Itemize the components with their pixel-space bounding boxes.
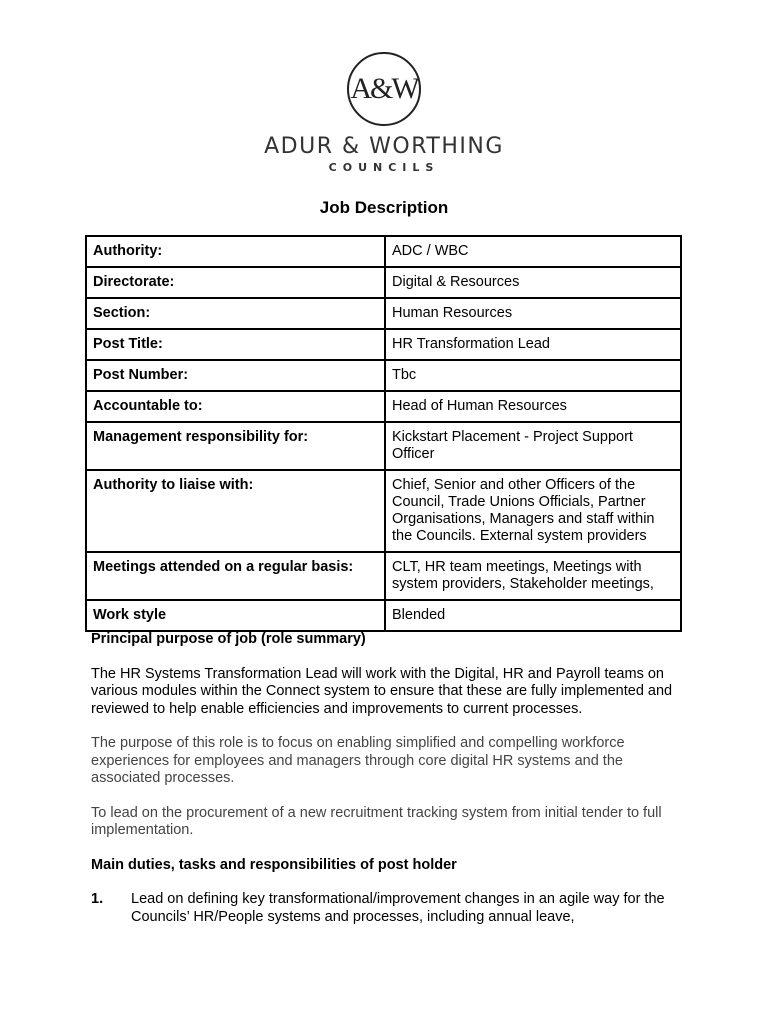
logo-subtitle: COUNCILS — [328, 161, 440, 174]
row-label: Management responsibility for: — [86, 422, 385, 470]
council-logo — [0, 52, 768, 174]
table-row — [86, 298, 681, 329]
table-row — [86, 236, 681, 267]
job-info-table — [85, 235, 682, 632]
row-label: Accountable to: — [86, 391, 385, 422]
row-value: Tbc — [385, 360, 681, 391]
duty-text: Lead on defining key transformational/improvement changes in an agile way for the Councils’ HR/People systems and processes, including annual leave, — [131, 891, 665, 925]
row-value: Kickstart Placement - Project Support Officer — [385, 422, 681, 470]
summary-heading: Principal purpose of job (role summary) — [91, 631, 366, 647]
logo-name: ADUR & WORTHING — [264, 134, 504, 159]
summary-paragraph: To lead on the procurement of a new recruitment tracking system from initial tender to full implementation. — [91, 804, 662, 838]
row-value: HR Transformation Lead — [385, 329, 681, 360]
table-row — [86, 422, 681, 470]
row-label: Work style — [86, 600, 385, 631]
row-label: Directorate: — [86, 267, 385, 298]
table-row — [86, 329, 681, 360]
row-value: ADC / WBC — [385, 236, 681, 267]
duty-number: 1. — [91, 891, 104, 907]
row-label: Authority to liaise with: — [86, 470, 385, 552]
row-label: Meetings attended on a regular basis: — [86, 552, 385, 600]
row-label: Post Title: — [86, 329, 385, 360]
summary-paragraph: The purpose of this role is to focus on enabling simplified and compelling workforce experiences for employees and managers through core digital HR systems and the associated processes. — [91, 735, 625, 786]
table-row — [86, 470, 681, 552]
logo-monogram: A&W — [347, 52, 421, 126]
row-value: CLT, HR team meetings, Meetings with system providers, Stakeholder meetings, — [385, 552, 681, 600]
row-value: Chief, Senior and other Officers of the Council, Trade Unions Officials, Partner Organisations, Managers and staff within the Councils. External system providers — [385, 470, 681, 552]
row-label: Authority: — [86, 236, 385, 267]
row-label: Section: — [86, 298, 385, 329]
table-row — [86, 600, 681, 631]
table-row — [86, 552, 681, 600]
table-row — [86, 391, 681, 422]
table-row — [86, 267, 681, 298]
duties-heading: Main duties, tasks and responsibilities of post holder — [91, 856, 457, 873]
row-value: Digital & Resources — [385, 267, 681, 298]
row-label: Post Number: — [86, 360, 385, 391]
summary-paragraph: The HR Systems Transformation Lead will work with the Digital, HR and Payroll teams on various modules within the Connect system to ensure that these are fully implemented and reviewed to help enable efficiencies and improvements to current processes. — [91, 665, 673, 717]
table-row — [86, 360, 681, 391]
row-value: Human Resources — [385, 298, 681, 329]
document-title: Job Description — [319, 198, 449, 217]
row-value: Head of Human Resources — [385, 391, 681, 422]
document-body — [91, 631, 681, 926]
duty-item — [91, 891, 681, 926]
row-value: Blended — [385, 600, 681, 631]
